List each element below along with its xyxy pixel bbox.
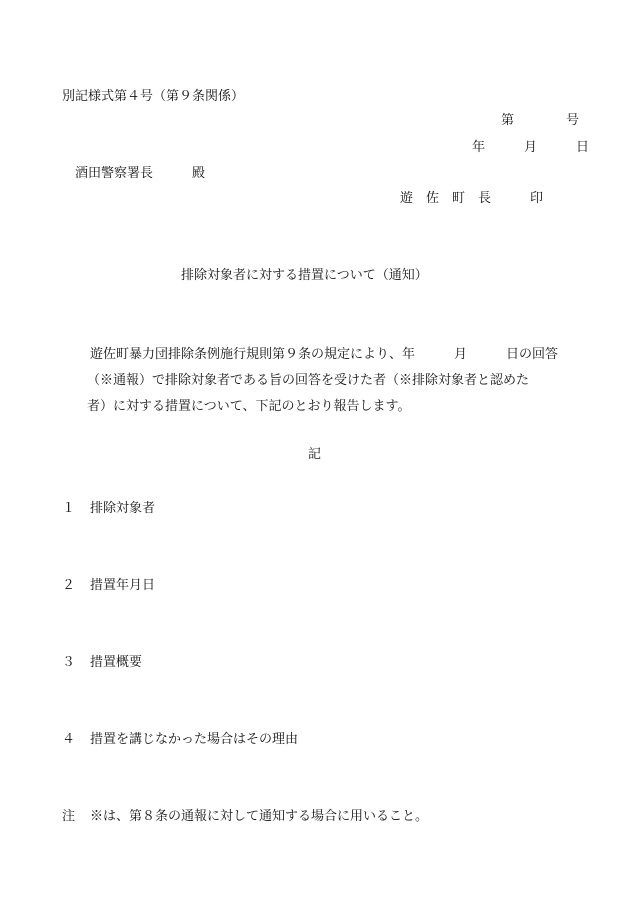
document-title: 排除対象者に対する措置について（通知） — [181, 268, 428, 283]
form-label: 別記様式第４号（第９条関係） — [62, 89, 245, 104]
item-label: 排除対象者 — [90, 501, 156, 516]
sender-signature: 遊 佐 町 長 印 — [400, 191, 544, 206]
body-line-2: （※通報）で排除対象者である旨の回答を受けた者（※排除対象者と認めた — [87, 373, 530, 388]
ki-heading: 記 — [308, 447, 322, 462]
item-label: 措置年月日 — [90, 578, 156, 593]
addressee: 酒田警察署長 殿 — [75, 166, 206, 181]
item-number: １ — [62, 501, 76, 516]
note-prefix: 注 — [62, 809, 76, 824]
body-line-3: 者）に対する措置について、下記のとおり報告します。 — [87, 399, 411, 414]
note-text: ※は、第８条の通報に対して通知する場合に用いること。 — [90, 809, 429, 824]
item-number: ３ — [62, 655, 76, 670]
item-label: 措置概要 — [90, 655, 143, 670]
document-date: 年 月 日 — [472, 140, 590, 155]
item-label: 措置を講じなかった場合はその理由 — [90, 732, 299, 747]
item-number: ４ — [62, 732, 76, 747]
item-number: ２ — [62, 578, 76, 593]
body-line-1: 遊佐町暴力団排除条例施行規則第９条の規定により、年 月 日の回答 — [90, 347, 559, 362]
document-number: 第 号 — [501, 113, 580, 128]
